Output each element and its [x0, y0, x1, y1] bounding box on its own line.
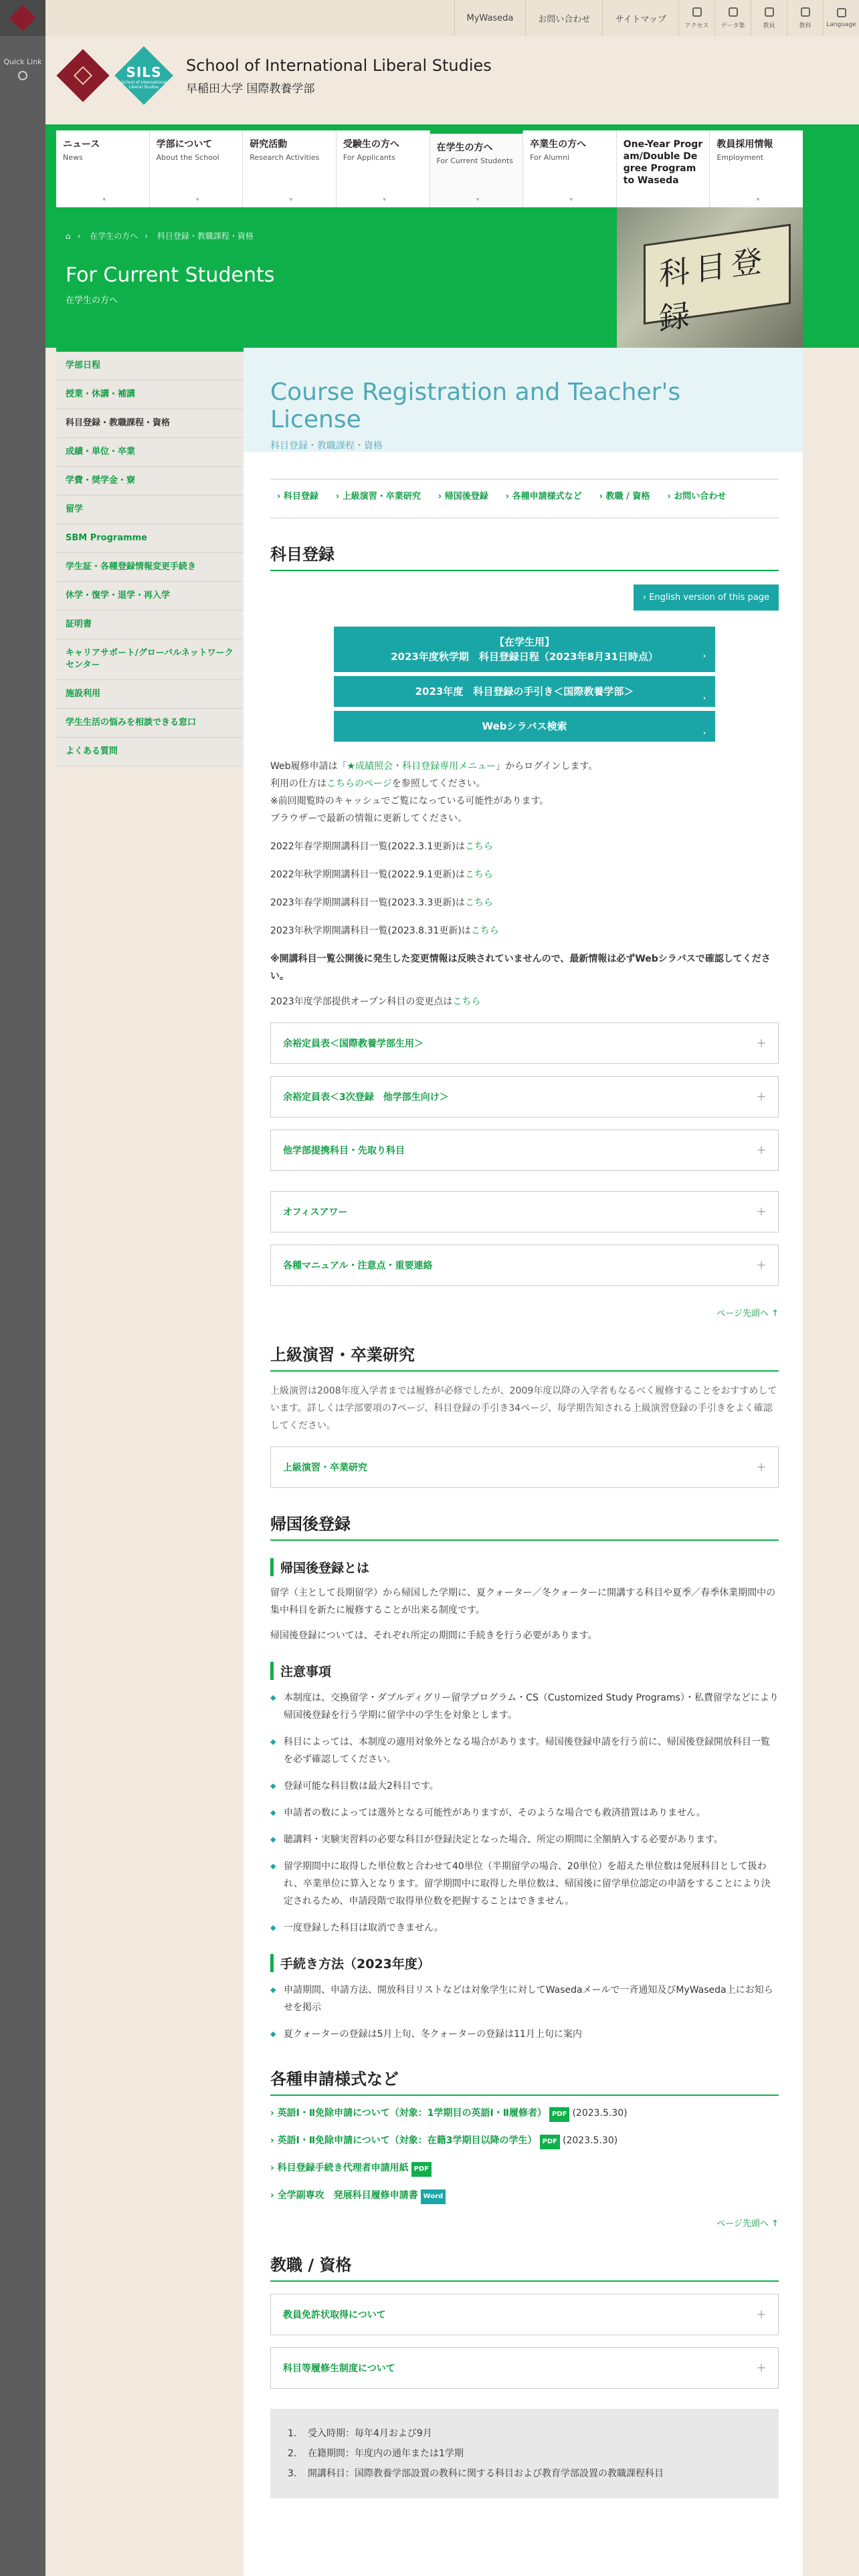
- page-title: Course Registration and Teacher's License: [270, 379, 681, 433]
- page-subtitle: 科目登録・教職課程・資格: [270, 441, 383, 451]
- chevron-down-icon: ▾: [569, 197, 573, 203]
- section-title-forms: 各種申請様式など: [270, 2066, 779, 2096]
- pdf-badge: PDF: [411, 2162, 432, 2177]
- form-date: (2023.5.30): [572, 2108, 628, 2119]
- anchor-label: 各種申請様式など: [512, 492, 582, 502]
- course-list-line: [270, 922, 779, 940]
- school-name-ja: 早稲田大学 国際教養学部: [186, 82, 315, 96]
- list-item: ◆ 夏クォーターの登録は5月上旬、冬クォーターの登録は11月上旬に案内: [270, 2026, 779, 2043]
- list-item: ◆ 聴講料・実験実習料の必要な科目が登録決定となった場合、所定の期間に全額納入する必要があります。: [270, 1831, 779, 1848]
- sidebar-item-facilities[interactable]: 施設利用: [56, 680, 244, 709]
- plus-icon: ＋: [757, 1261, 766, 1271]
- accordion-label: 余裕定員表＜国際教養学部生用＞: [283, 1039, 423, 1049]
- list-item: ◆ 一度登録した科目は取消できません。: [270, 1919, 779, 1937]
- open-course-link[interactable]: こちら: [452, 996, 481, 1007]
- nav-item-alumni[interactable]: [523, 130, 617, 207]
- anchor-label: お問い合わせ: [674, 492, 727, 502]
- page-top-label: ページ先頭へ: [717, 2219, 769, 2229]
- chevron-right-icon: ›: [702, 653, 706, 660]
- plus-icon: ＋: [757, 1039, 766, 1049]
- usage-note: [270, 775, 779, 792]
- plus-icon: ＋: [757, 2310, 766, 2321]
- cta-label: 2023年度秋学期 科目登録日程（2023年8月31日時点）: [391, 651, 658, 663]
- plus-icon: ＋: [757, 1146, 766, 1156]
- breadcrumb-current: 科目登録・教職課程・資格: [157, 231, 254, 241]
- sidebar-item-student-id[interactable]: 学生証・各種登録情報変更手続き: [56, 553, 244, 582]
- left-strip: [0, 0, 45, 2576]
- site-brand[interactable]: [56, 45, 492, 106]
- accordion-manuals[interactable]: [270, 1245, 779, 1286]
- return-desc: 留学（主として長期留学）から帰国した学期に、夏クォーター／冬クォーターに開講する科目や夏季／春季休業期間中の集中科目を新たに履修することが出来る制度です。: [270, 1588, 776, 1616]
- accordion-label: 各種マニュアル・注意点・重要連絡: [283, 1261, 433, 1271]
- access-icon: [692, 7, 702, 17]
- pdf-badge: PDF: [540, 2135, 560, 2149]
- subheading-notes: 注意事項: [270, 1662, 779, 1680]
- course-list-link[interactable]: こちら: [464, 841, 493, 852]
- nav-item-research[interactable]: [243, 130, 337, 207]
- text: Web履修申請は「: [270, 761, 347, 772]
- plus-icon: ＋: [757, 2363, 766, 2374]
- sidebar-item-study-abroad[interactable]: 留学: [56, 496, 244, 524]
- accordion-label: オフィスアワー: [283, 1207, 348, 1218]
- anchor-seminar[interactable]: › 上級演習・卒業研究: [335, 492, 421, 502]
- circle-icon: [18, 71, 27, 80]
- accordion-capacity-other[interactable]: [270, 1076, 779, 1117]
- hero-photo: [617, 207, 803, 348]
- form-link[interactable]: › 全学副専攻 発展科目履修申請書 Word: [270, 2189, 779, 2204]
- cache-note: ※前回閲覧時のキャッシュでご覧になっている可能性があります。: [270, 796, 549, 807]
- search-icon: [729, 7, 738, 17]
- accordion-teacher-license[interactable]: [270, 2294, 779, 2335]
- breadcrumb-sep: ›: [77, 231, 81, 241]
- accordion-label: 上級演習・卒業研究: [283, 1463, 367, 1473]
- globe-icon: [837, 8, 846, 17]
- waseda-logo: [56, 49, 110, 102]
- login-note: [270, 758, 779, 775]
- nav-sublabel: News: [63, 153, 83, 162]
- subheading-what-is: 帰国後登録とは: [270, 1558, 779, 1576]
- sidebar-item-leave[interactable]: 休学・復学・退学・再入学: [56, 582, 244, 611]
- english-version-button[interactable]: › English version of this page: [634, 584, 779, 611]
- anchor-forms[interactable]: › 各種申請様式など: [505, 492, 582, 502]
- nav-sublabel: For Current Students: [436, 156, 514, 165]
- breadcrumb-current-students[interactable]: 在学生の方へ: [90, 231, 138, 241]
- pdf-badge: PDF: [549, 2107, 569, 2122]
- course-list-line: [270, 866, 779, 883]
- sidebar-item-counseling[interactable]: 学生生活の悩みを相談できる窓口: [56, 709, 244, 738]
- home-icon[interactable]: ⌂: [66, 231, 71, 241]
- quick-link-label: Quick Link: [3, 58, 42, 66]
- sidebar: [56, 348, 244, 766]
- sidebar-item-schedule[interactable]: 学部日程: [56, 348, 244, 381]
- nav-label: ニュース: [63, 139, 100, 150]
- text: 2022年春学期開講科目一覧(2022.3.1更新)は: [270, 841, 465, 852]
- accordion-partner-courses[interactable]: [270, 1130, 779, 1171]
- form-date: (2023.5.30): [563, 2135, 618, 2146]
- item-text: 受入時期：毎年4月および9月: [308, 2428, 432, 2439]
- item-number: 3.: [288, 2468, 297, 2479]
- item-number: 1.: [288, 2428, 297, 2439]
- anchor-label: 教職 / 資格: [605, 492, 650, 502]
- nav-item-applicants[interactable]: [337, 130, 430, 207]
- plus-icon: ＋: [757, 1092, 766, 1103]
- form-link-label: 英語Ⅰ・Ⅱ免除申請について（対象：1学期目の英語Ⅰ・Ⅱ履修者）: [277, 2108, 547, 2119]
- item-number: 2.: [288, 2448, 297, 2459]
- list-item: ◆ 登録可能な科目数は最大2科目です。: [270, 1778, 779, 1795]
- sidebar-item-certificates[interactable]: 証明書: [56, 611, 244, 639]
- chevron-down-icon: ▾: [476, 197, 480, 203]
- list-item: [288, 2424, 761, 2444]
- form-link[interactable]: › 科目登録手続き代理者申請用紙 PDF: [270, 2161, 779, 2177]
- text: 2023年度学部提供オープン科目の変更点は: [270, 996, 453, 1007]
- nav-label: One-Year Program/Double Degree Program to Waseda: [623, 139, 703, 186]
- nav-sublabel: Employment: [717, 153, 764, 162]
- english-version-label: English version of this page: [649, 593, 769, 603]
- nav-item-about[interactable]: [150, 130, 244, 207]
- nav-sublabel: For Alumni: [530, 153, 570, 162]
- list-item: [288, 2464, 761, 2484]
- nav-label: 研究活動: [250, 139, 288, 150]
- nav-item-one-year-program[interactable]: [617, 130, 710, 207]
- language-button[interactable]: [823, 0, 859, 36]
- school-name-en: School of International Liberal Studies: [186, 56, 492, 75]
- sidebar-item-sbm[interactable]: SBM Programme: [56, 524, 244, 553]
- page-top-link[interactable]: [270, 2216, 779, 2229]
- accordion-label: 他学部提携科目・先取り科目: [283, 1146, 405, 1156]
- list-item: ◆ 申請者の数によっては選外となる可能性がありますが、そのような場合でも救済措置はありません。: [270, 1804, 779, 1822]
- course-button[interactable]: [787, 0, 823, 36]
- list-item: [288, 2444, 761, 2464]
- grades-menu-link[interactable]: ★成績照会・科目登録専用メニュー: [347, 761, 496, 772]
- anchor-label: 上級演習・卒業研究: [342, 492, 421, 502]
- procedure-list: [270, 1981, 779, 2043]
- anchor-label: 科目登録: [283, 492, 318, 502]
- item-text: 在籍期間：年度内の通年または1学期: [308, 2448, 464, 2459]
- nav-item-employment[interactable]: [710, 130, 803, 207]
- guide-cta-button[interactable]: [334, 676, 715, 707]
- nav-sublabel: About the School: [156, 153, 219, 162]
- arrow-up-icon: ↑: [771, 1309, 779, 1319]
- cta-label: 2023年度 科目登録の手引き＜国際教養学部＞: [415, 685, 634, 697]
- cta-label: Webシラバス検索: [482, 720, 567, 732]
- syllabus-warning: ※開講科目一覧公開後に発生した変更情報は反映されていませんので、最新情報は必ずWebシラバスで確認してください。: [270, 954, 771, 982]
- forms-list: [270, 2107, 779, 2204]
- item-text: 開講科目：国際教養学部設置の教科に関する科目および教育学部設置の教職課程科目: [308, 2468, 664, 2479]
- section-title-registration: 科目登録: [270, 541, 779, 571]
- sidebar-item-faq[interactable]: よくある質問: [56, 738, 244, 766]
- utility-bar: [45, 0, 859, 36]
- section-title-seminar: 上級演習・卒業研究: [270, 1341, 779, 1372]
- faculty-button[interactable]: [751, 0, 787, 36]
- chevron-right-icon: ›: [702, 730, 706, 737]
- accordion-label: 科目等履修生制度について: [283, 2363, 395, 2374]
- text: 」からログインします。: [496, 761, 598, 772]
- anchor-contact[interactable]: › お問い合わせ: [667, 492, 727, 502]
- seminar-text: 上級演習は2008年度入学者までは履修が必修でしたが、2009年度以降の入学者もなるべく履修することをおすすめしています。詳しくは学部要項の7ページ、科目登録の手引き34ページ、毎学期告知される上級演習登録の手引きをよく確認してください。: [270, 1386, 777, 1431]
- page-top-label: ページ先頭へ: [717, 1309, 769, 1319]
- nav-label: 学部について: [156, 139, 213, 150]
- sidebar-item-grades[interactable]: 成績・単位・卒業: [56, 438, 244, 467]
- text: 2023年春学期開講科目一覧(2023.3.3更新)は: [270, 897, 465, 908]
- page-top-link[interactable]: [270, 1306, 779, 1319]
- text: 2023年秋学期開講科目一覧(2023.8.31更新)は: [270, 926, 471, 936]
- book-icon: [765, 7, 774, 17]
- open-course-line: [270, 993, 779, 1010]
- list-item: ◆ 科目によっては、本制度の適用対象外となる場合があります。帰国後登録申請を行う前に、帰国後登録開放科目一覧を必ず確認してください。: [270, 1733, 779, 1768]
- sitemap-link[interactable]: サイトマップ: [602, 0, 678, 36]
- sidebar-item-classes[interactable]: 授業・休講・補講: [56, 381, 244, 409]
- chevron-right-icon: ›: [702, 695, 706, 702]
- text: を参照してください。: [391, 778, 486, 789]
- cta-label: 【在学生用】: [494, 636, 555, 648]
- course-list-link[interactable]: こちら: [470, 926, 499, 936]
- anchor-label: 帰国後登録: [444, 492, 488, 502]
- list-item: ◆ 留学期間中に取得した単位数と合わせて40単位（半期留学の場合、20単位）を超えた単位数は発展科目として扱われ、卒業単位に算入となります。留学期間中に取得した単位数は、帰国後に留学単位認定の申請をすることにより決定されるため、申請段階で取得単位数を把握することはできません。: [270, 1858, 779, 1910]
- nav-item-news[interactable]: [56, 130, 150, 207]
- access-button[interactable]: [678, 0, 714, 36]
- course-list-line: [270, 838, 779, 855]
- global-nav: [56, 130, 803, 207]
- non-degree-details: [270, 2409, 779, 2498]
- text: 2022年秋学期開講科目一覧(2022.9.1更新)は: [270, 869, 465, 880]
- page-header: [244, 348, 803, 452]
- arrow-up-icon: ↑: [771, 2219, 779, 2229]
- accordion-office-hours[interactable]: [270, 1191, 779, 1232]
- form-link-label: 全学副専攻 発展科目履修申請書: [277, 2190, 418, 2201]
- menu-icon: [801, 7, 810, 17]
- main-content: [244, 348, 803, 2576]
- sidebar-item-tuition[interactable]: 学費・奨学金・寮: [56, 467, 244, 496]
- data-label: データ集: [721, 22, 745, 29]
- syllabus-cta-button[interactable]: [334, 711, 715, 742]
- hero-sign-text: 科目登録: [644, 224, 791, 325]
- accordion-seminar[interactable]: [270, 1446, 779, 1488]
- section-title-return: 帰国後登録: [270, 1511, 779, 1541]
- accordion-label: 余裕定員表＜3次登録 他学部生向け＞: [283, 1092, 449, 1103]
- notes-list: [270, 1689, 779, 1937]
- nav-sublabel: For Applicants: [343, 153, 395, 162]
- breadcrumb-sep: ›: [145, 231, 149, 241]
- quick-link-button[interactable]: [0, 58, 45, 80]
- hero-title-ja: 在学生の方へ: [66, 296, 118, 306]
- course-list-link[interactable]: こちら: [464, 897, 493, 908]
- plus-icon: ＋: [757, 1207, 766, 1218]
- form-link-label: 科目登録手続き代理者申請用紙: [277, 2163, 409, 2173]
- accordion-capacity-sils[interactable]: [270, 1023, 779, 1064]
- sils-logo-text: SILS: [126, 64, 162, 80]
- nav-item-current-students[interactable]: [430, 130, 524, 207]
- nav-label: 卒業生の方へ: [530, 139, 587, 150]
- nav-label: 在学生の方へ: [436, 142, 493, 153]
- sils-logo-sub: School of International Liberal Studies: [121, 80, 167, 90]
- mywaseda-link[interactable]: MyWaseda: [454, 0, 526, 36]
- form-link[interactable]: › 英語Ⅰ・Ⅱ免除申請について（対象：1学期目の英語Ⅰ・Ⅱ履修者） PDF (2023.5.30): [270, 2107, 779, 2122]
- schedule-cta-button[interactable]: [334, 627, 715, 672]
- nav-label: 教員採用情報: [717, 139, 773, 150]
- sidebar-item-career[interactable]: キャリアサポート/グローバルネットワークセンター: [56, 639, 244, 680]
- chevron-down-icon: ▾: [195, 197, 199, 203]
- text: 利用の仕方は: [270, 778, 326, 789]
- data-button[interactable]: [714, 0, 751, 36]
- course-label: 教科: [799, 22, 812, 29]
- plus-icon: ＋: [757, 1463, 766, 1473]
- list-item: ◆ 申請期間、申請方法、開放科目リストなどは対象学生に対してWasedaメールで一斉通知及びMyWaseda上にお知らせを掲示: [270, 1981, 779, 2016]
- course-list-link[interactable]: こちら: [464, 869, 493, 880]
- nav-sublabel: Research Activities: [250, 153, 320, 162]
- accordion-non-degree[interactable]: [270, 2347, 779, 2389]
- anchor-links: [270, 479, 779, 518]
- language-label: Language: [826, 21, 856, 28]
- faculty-label: 教員: [763, 22, 775, 29]
- breadcrumb: [66, 230, 260, 241]
- waseda-emblem-icon[interactable]: [0, 0, 45, 36]
- return-period-note: 帰国後登録については、それぞれ所定の期間に手続きを行う必要があります。: [270, 1630, 597, 1641]
- form-link[interactable]: › 英語Ⅰ・Ⅱ免除申請について（対象：在籍3学期目以降の学生） PDF (2023.5.30): [270, 2134, 779, 2149]
- anchor-return[interactable]: › 帰国後登録: [438, 492, 488, 502]
- chevron-down-icon: ▾: [289, 197, 293, 203]
- chevron-down-icon: ▾: [102, 197, 106, 203]
- anchor-license[interactable]: › 教職 / 資格: [599, 492, 650, 502]
- subheading-procedure: 手続き方法（2023年度）: [270, 1954, 779, 1972]
- refresh-note: ブラウザーで最新の情報に更新してください。: [270, 813, 467, 824]
- chevron-down-icon: ▾: [756, 197, 760, 203]
- sils-logo: [114, 45, 174, 106]
- usage-page-link[interactable]: こちらのページ: [326, 778, 392, 789]
- list-item: ◆ 本制度は、交換留学・ダブルディグリー留学プログラム・CS（Customized Study Programs）・私費留学などにより帰国後登録を行う学期に留学中の学生を対象とします。: [270, 1689, 779, 1724]
- contact-link[interactable]: お問い合わせ: [525, 0, 602, 36]
- hero-title-en: For Current Students: [66, 263, 275, 287]
- section-title-license: 教職 / 資格: [270, 2252, 779, 2282]
- form-link-label: 英語Ⅰ・Ⅱ免除申請について（対象：在籍3学期目以降の学生）: [277, 2135, 537, 2146]
- accordion-label: 教員免許状取得について: [283, 2310, 386, 2321]
- sidebar-item-registration[interactable]: 科目登録・教職課程・資格: [56, 409, 244, 438]
- chevron-down-icon: ▾: [383, 197, 386, 203]
- nav-label: 受験生の方へ: [343, 139, 399, 150]
- access-label: アクセス: [684, 22, 709, 29]
- word-badge: Word: [421, 2189, 446, 2204]
- anchor-registration[interactable]: › 科目登録: [277, 492, 318, 502]
- course-list-line: [270, 894, 779, 911]
